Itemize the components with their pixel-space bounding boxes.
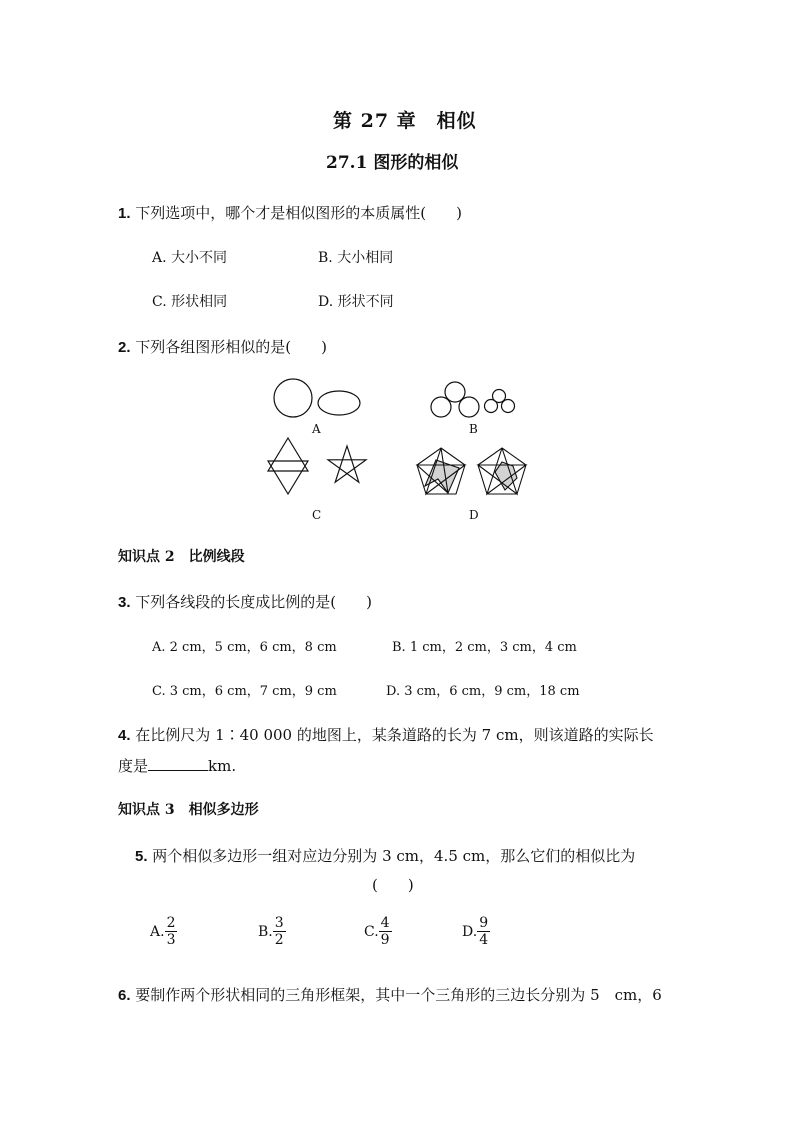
answer-blank[interactable] (148, 756, 208, 771)
question-text: 要制作两个形状相同的三角形框架，其中一个三角形的三边长分别为 5 cm，6 (135, 986, 662, 1004)
figure-c-hexagram (268, 438, 308, 494)
question-text: 下列选项中，哪个才是相似图形的本质属性( ) (135, 204, 463, 222)
question-text: 在比例尺为 1∶40 000 的地图上，某条道路的长为 7 cm，则该道路的实际长 (135, 726, 654, 744)
figure-label-d: D (469, 508, 479, 522)
figure-a-circle (274, 379, 312, 417)
question-number: 6. (118, 987, 131, 1004)
question-text: 下列各组图形相似的是( ) (135, 338, 328, 356)
option-label: D. (462, 923, 478, 940)
question-4 (118, 724, 654, 745)
figure-d-pentagon-right (478, 448, 526, 494)
figure-a-ellipse (318, 391, 360, 415)
question-number: 3. (118, 594, 131, 611)
section-3-heading: 知识点 3 相似多边形 (118, 802, 259, 818)
q5-answer-bracket: ( ) (372, 876, 414, 894)
q1-option-c[interactable]: C. 形状相同 (152, 294, 228, 310)
q1-option-d[interactable]: D. 形状不同 (318, 294, 394, 310)
question-2 (118, 336, 327, 357)
fraction: $\frac{4}{9}$ (380, 915, 390, 948)
question-4-line-2 (118, 755, 236, 776)
option-label: B. (258, 923, 273, 940)
q1-option-a[interactable]: A. 大小不同 (152, 250, 228, 266)
question-text-post: km. (208, 757, 237, 775)
figure-label-a: A (312, 422, 321, 436)
q1-option-b[interactable]: B. 大小相同 (318, 250, 394, 266)
q3-option-a[interactable]: A. 2 cm，5 cm，6 cm，8 cm (152, 640, 337, 655)
figure-b-circles-large (431, 382, 479, 417)
figure-d-pentagon-left (417, 448, 465, 494)
chapter-title: 第 27 章 相似 (333, 110, 477, 132)
question-number: 2. (118, 339, 131, 356)
question-3 (118, 591, 372, 612)
question-number: 5. (135, 848, 148, 865)
option-label: C. (364, 923, 379, 940)
figure-label-b: B (469, 422, 478, 436)
fraction: $\frac{3}{2}$ (274, 915, 284, 948)
q3-option-d[interactable]: D. 3 cm，6 cm，9 cm，18 cm (386, 684, 580, 699)
figure-label-c: C (312, 508, 322, 522)
question-5 (135, 845, 635, 866)
fraction: $\frac{2}{3}$ (166, 915, 176, 948)
q3-option-c[interactable]: C. 3 cm，6 cm，7 cm，9 cm (152, 684, 337, 699)
question-number: 4. (118, 727, 131, 744)
question-text: 两个相似多边形一组对应边分别为 3 cm，4.5 cm，那么它们的相似比为 (152, 847, 636, 865)
question-1 (118, 202, 462, 223)
figure-c-pentagram (328, 446, 366, 482)
question-text: 下列各线段的长度成比例的是( ) (135, 593, 373, 611)
figure-b-circles-small (485, 390, 515, 413)
q5-option-d[interactable] (462, 915, 490, 948)
option-label: A. (150, 923, 165, 940)
q2-figures (255, 372, 545, 522)
q5-option-c[interactable] (364, 915, 392, 948)
q5-option-a[interactable] (150, 915, 177, 948)
q5-option-b[interactable] (258, 915, 286, 948)
question-6 (118, 984, 662, 1005)
q3-option-b[interactable]: B. 1 cm，2 cm，3 cm，4 cm (392, 640, 577, 655)
question-text-pre: 度是 (118, 757, 149, 775)
section-2-heading: 知识点 2 比例线段 (118, 549, 245, 565)
fraction: $\frac{9}{4}$ (479, 915, 489, 948)
section-title: 27.1 图形的相似 (326, 153, 459, 173)
question-number: 1. (118, 205, 131, 222)
